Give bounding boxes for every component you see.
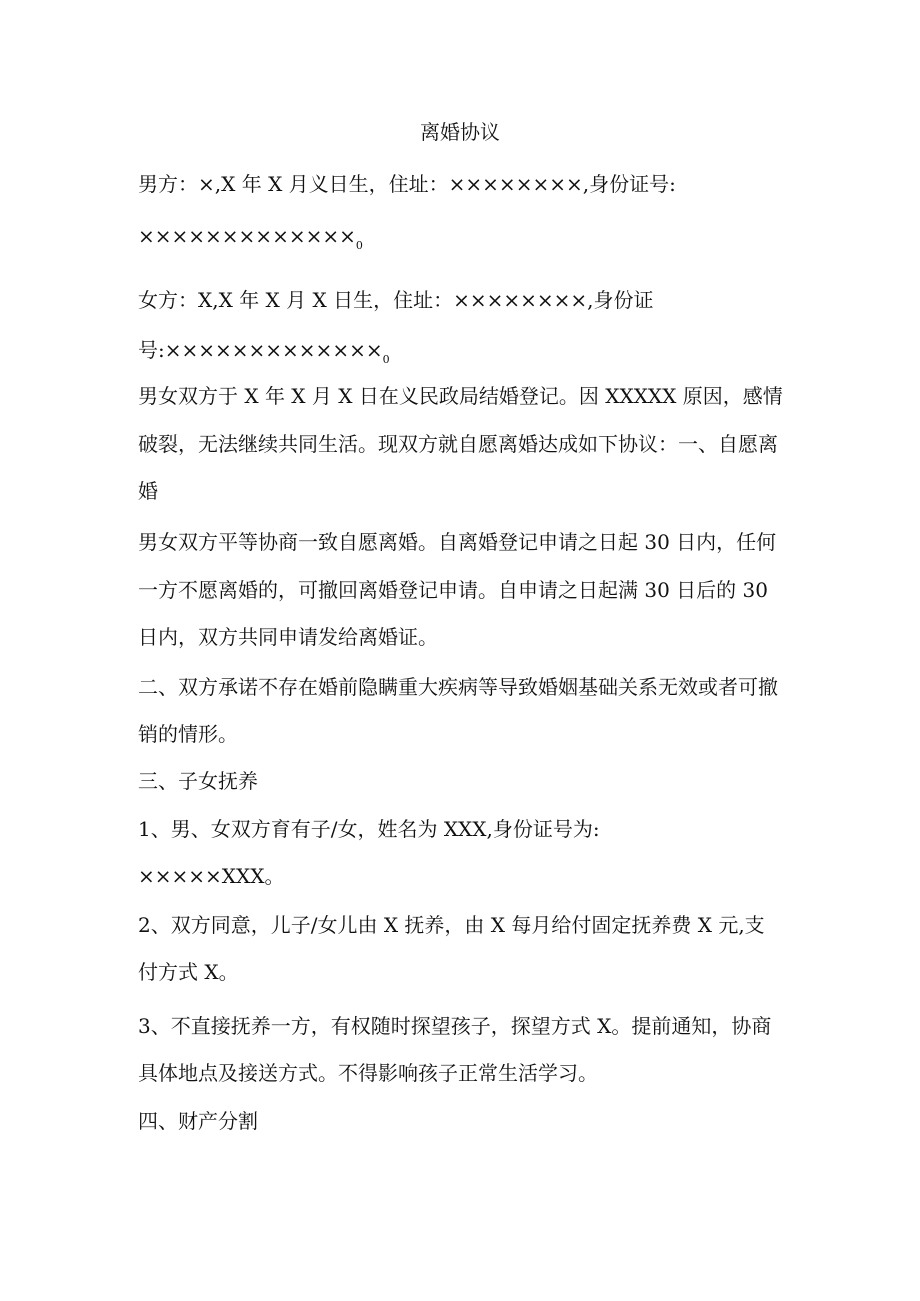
female-id-number: 号:×××××××××××××: [138, 338, 383, 362]
paragraph-line: 婚: [138, 479, 158, 503]
male-id-number: ×××××××××××××: [138, 224, 356, 248]
paragraph-line: 一方不愿离婚的，可撤回离婚登记申请。自申请之日起满 30 日后的 30: [138, 578, 768, 602]
paragraph-line: ×××××XXX。: [138, 864, 285, 888]
paragraph-line: 1、男、女双方育有子/女，姓名为 XXX,身份证号为:: [138, 817, 600, 841]
female-id-suffix: 0: [382, 353, 390, 366]
paragraph-line: 男女双方于 X 年 X 月 X 日在义民政局结婚登记。因 XXXXX 原因，感情: [138, 384, 783, 408]
paragraph-line: 二、双方承诺不存在婚前隐瞒重大疾病等导致婚姻基础关系无效或者可撤: [138, 675, 778, 699]
document-title: 离婚协议: [420, 120, 500, 144]
paragraph-line: 销的情形。: [138, 722, 238, 746]
female-party-line: 女方：X,X 年 X 月 X 日生，住址：××××××××,身份证: [138, 288, 654, 312]
male-party-line: 男方：×,X 年 X 月义日生，住址：××××××××,身份证号:: [138, 172, 676, 196]
paragraph-line: 具体地点及接送方式。不得影响孩子正常生活学习。: [138, 1061, 598, 1085]
paragraph-line: 3、不直接抚养一方，有权随时探望孩子，探望方式 X。提前通知，协商: [138, 1014, 772, 1038]
section-heading: 四、财产分割: [138, 1109, 258, 1133]
section-heading: 三、子女抚养: [138, 769, 258, 793]
paragraph-line: 破裂，无法继续共同生活。现双方就自愿离婚达成如下协议：一、自愿离: [138, 432, 778, 456]
paragraph-line: 日内，双方共同申请发给离婚证。: [138, 625, 438, 649]
female-id-line: [138, 336, 798, 374]
male-id-suffix: 0: [355, 239, 363, 252]
male-id-line: [138, 222, 798, 260]
paragraph-line: 男女双方平等协商一致自愿离婚。自离婚登记申请之日起 30 日内，任何: [138, 530, 777, 554]
paragraph-line: 2、双方同意，儿子/女儿由 X 抚养，由 X 每月给付固定抚养费 X 元,支: [138, 913, 765, 937]
paragraph-line: 付方式 X。: [138, 960, 239, 984]
